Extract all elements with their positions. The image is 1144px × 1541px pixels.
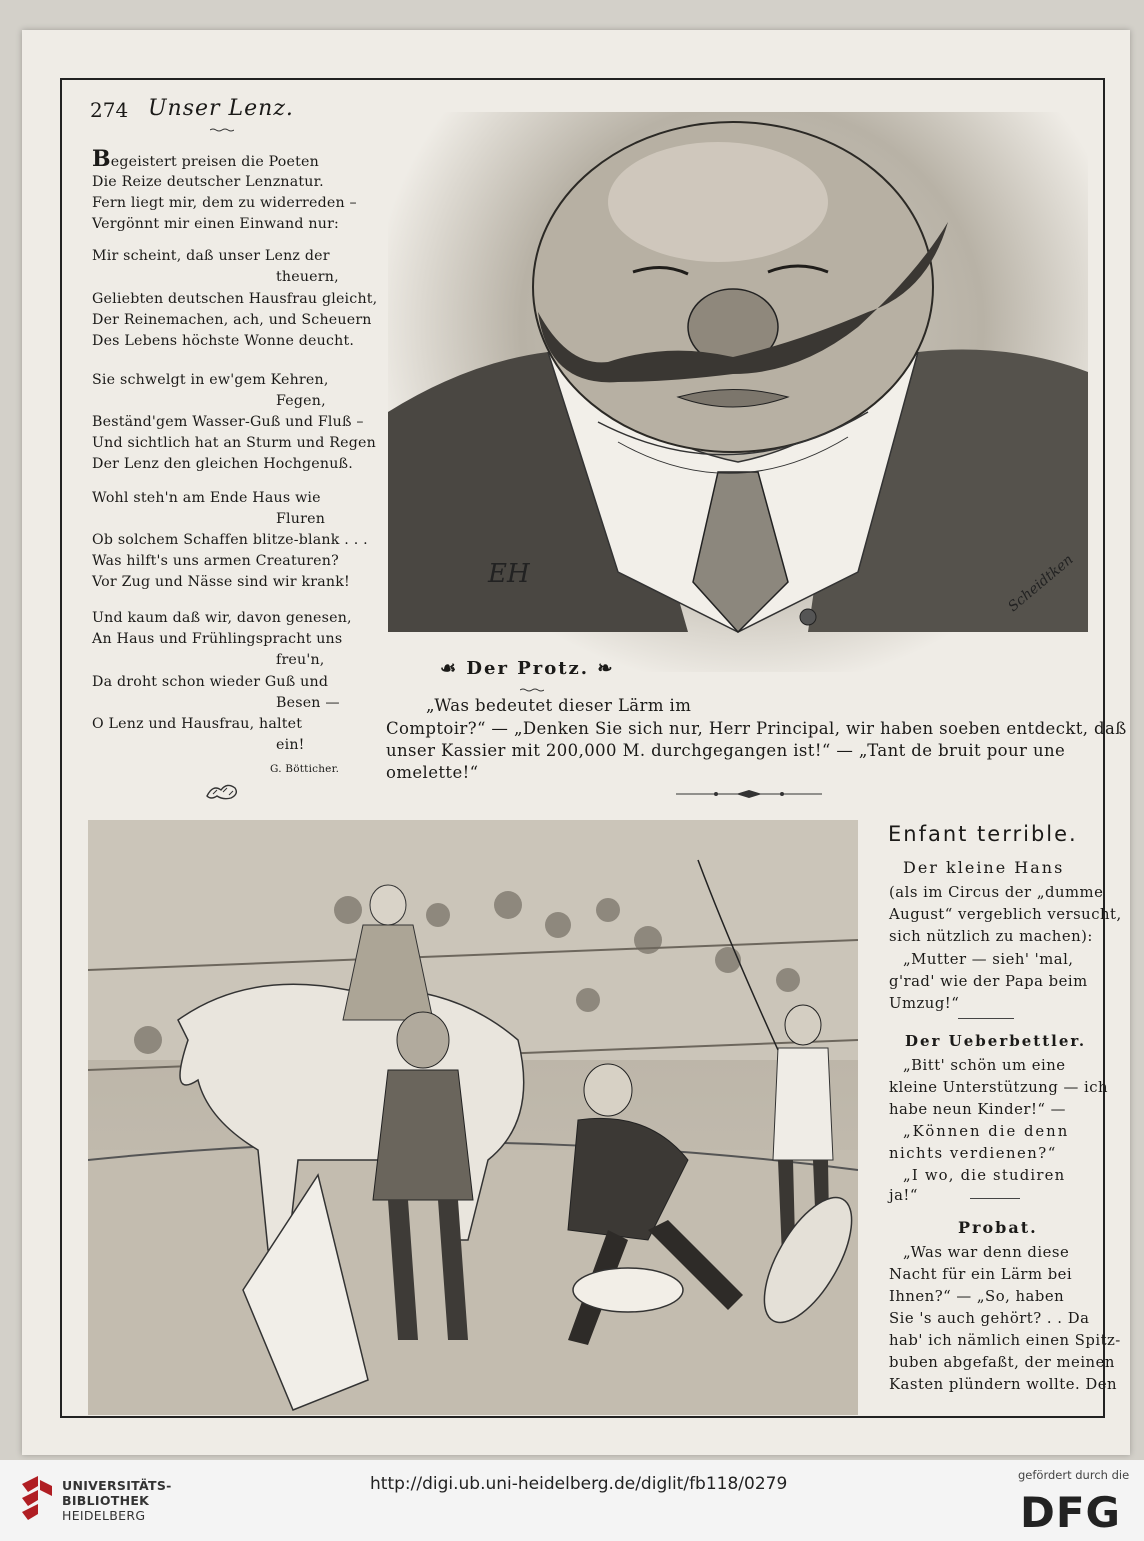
- probat-line: Sie 's auch gehört? . . Da: [889, 1310, 1090, 1327]
- ueberbettler-line: nichts verdienen?“: [889, 1145, 1057, 1162]
- poem-line: theuern,: [276, 269, 339, 285]
- protz-line: Comptoir?“ — „Denken Sie sich nur, Herr Principal, wir haben soeben entdeckt, daß: [386, 719, 1127, 738]
- divider-ornament: [676, 789, 822, 799]
- poem-line: Der Lenz den gleichen Hochgenuß.: [92, 456, 353, 472]
- dfg-logo[interactable]: DFG: [1020, 1488, 1122, 1537]
- caricature-illustration: [388, 112, 1088, 672]
- hans-line: August“ vergeblich versucht,: [889, 906, 1122, 923]
- poem-line: Besen —: [276, 695, 340, 711]
- ornament-squiggle: [210, 128, 234, 132]
- probat-heading: Probat.: [958, 1218, 1038, 1237]
- poem-line: Mir scheint, daß unser Lenz der: [92, 248, 330, 264]
- hans-line: Umzug!“: [889, 995, 960, 1012]
- hans-heading: Der kleine Hans: [903, 858, 1065, 877]
- hans-line: g'rad' wie der Papa beim: [889, 973, 1088, 990]
- probat-line: Ihnen?“ — „So, haben: [889, 1288, 1065, 1305]
- poem-line: Geliebten deutschen Hausfrau gleicht,: [92, 291, 378, 307]
- poem-line: Vor Zug und Nässe sind wir krank!: [92, 574, 350, 590]
- circus-drawing: [88, 820, 858, 1415]
- poem-line: Der Reinemachen, ach, und Scheuern: [92, 312, 372, 328]
- monogram: EH: [488, 559, 530, 589]
- ueberbettler-line: „Können die denn: [903, 1123, 1070, 1140]
- probat-line: Kasten plündern wollte. Den: [889, 1376, 1118, 1393]
- permalink-url[interactable]: http://digi.ub.uni-heidelberg.de/diglit/fb118/0279: [370, 1474, 788, 1494]
- poem-line: Die Reize deutscher Lenznatur.: [92, 174, 324, 190]
- ueberbettler-line: ja!“: [889, 1187, 918, 1204]
- ueberbettler-line: „Bitt' schön um eine: [903, 1057, 1066, 1074]
- poem-line: Sie schwelgt in ew'gem Kehren,: [92, 372, 329, 388]
- section-rule: [958, 1018, 1014, 1019]
- fleuron-left-icon: ☙: [440, 658, 467, 679]
- poem-line: Und sichtlich hat an Sturm und Regen: [92, 435, 376, 451]
- library-name-line1: UNIVERSITÄTS-: [62, 1478, 172, 1493]
- poem-line: An Haus und Frühlingspracht uns: [92, 631, 343, 647]
- poem-line: Ob solchem Schaffen blitze-blank . . .: [92, 532, 368, 548]
- caricature-drawing: [388, 112, 1088, 672]
- ueberbettler-line: „I wo, die studiren: [903, 1167, 1066, 1184]
- probat-line: „Was war denn diese: [903, 1244, 1070, 1261]
- hans-line: (als im Circus der „dumme: [889, 884, 1104, 901]
- enfant-terrible-title: Enfant terrible.: [888, 822, 1078, 846]
- probat-line: hab' ich nämlich einen Spitz-: [889, 1332, 1121, 1349]
- protz-title: ☙ Der Protz. ❧: [440, 658, 615, 679]
- protz-line: omelette!“: [386, 763, 479, 782]
- poem-line: Fern liegt mir, dem zu widerreden –: [92, 195, 357, 211]
- hans-line: „Mutter — sieh' 'mal,: [903, 951, 1074, 968]
- poem-line: Vergönnt mir einen Einwand nur:: [92, 216, 340, 232]
- poem-line: Da droht schon wieder Guß und: [92, 674, 329, 690]
- viewer-footer: [0, 1460, 1144, 1541]
- signature: Scheidtken: [1005, 551, 1077, 616]
- university-logo-icon[interactable]: [18, 1474, 56, 1526]
- poem-line: O Lenz und Hausfrau, haltet: [92, 716, 303, 732]
- page-number: 274: [90, 98, 129, 122]
- poem-line: Und kaum daß wir, davon genesen,: [92, 610, 352, 626]
- running-title: Unser Lenz.: [148, 96, 294, 121]
- poem-author: G. Bötticher.: [270, 763, 340, 775]
- dropcap-letter: B: [92, 146, 111, 172]
- library-name-line3: HEIDELBERG: [62, 1508, 146, 1523]
- probat-line: Nacht für ein Lärm bei: [889, 1266, 1073, 1283]
- poem-line: Wohl steh'n am Ende Haus wie: [92, 490, 321, 506]
- probat-line: buben abgefaßt, der meinen: [889, 1354, 1115, 1371]
- ornament-squiggle: [520, 688, 544, 692]
- circus-illustration: [88, 820, 858, 1415]
- library-name-line2: BIBLIOTHEK: [62, 1493, 150, 1508]
- hans-line: sich nützlich zu machen):: [889, 928, 1093, 945]
- poem-line: Begeistert preisen die Poeten: [92, 146, 319, 172]
- protz-line: „Was bedeutet dieser Lärm im: [426, 696, 692, 715]
- poem-line: Was hilft's uns armen Creaturen?: [92, 553, 339, 569]
- vignette-ornament-icon: [205, 780, 241, 802]
- section-rule: [970, 1198, 1020, 1199]
- protz-line: unser Kassier mit 200,000 M. durchgegangen ist!“ — „Tant de bruit pour une: [386, 741, 1066, 760]
- poem-line: Des Lebens höchste Wonne deucht.: [92, 333, 355, 349]
- poem-line: Fegen,: [276, 393, 326, 409]
- poem-line: ein!: [276, 737, 305, 753]
- ueberbettler-line: habe neun Kinder!“ —: [889, 1101, 1066, 1118]
- ueberbettler-line: kleine Unterstützung — ich: [889, 1079, 1109, 1096]
- poem-line: Fluren: [276, 511, 326, 527]
- sponsor-text: gefördert durch die: [1018, 1468, 1130, 1482]
- poem-line: Beständ'gem Wasser-Guß und Fluß –: [92, 414, 364, 430]
- poem-line: freu'n,: [276, 652, 325, 668]
- fleuron-right-icon: ❧: [589, 658, 615, 679]
- ueberbettler-heading: Der Ueberbettler.: [905, 1032, 1087, 1050]
